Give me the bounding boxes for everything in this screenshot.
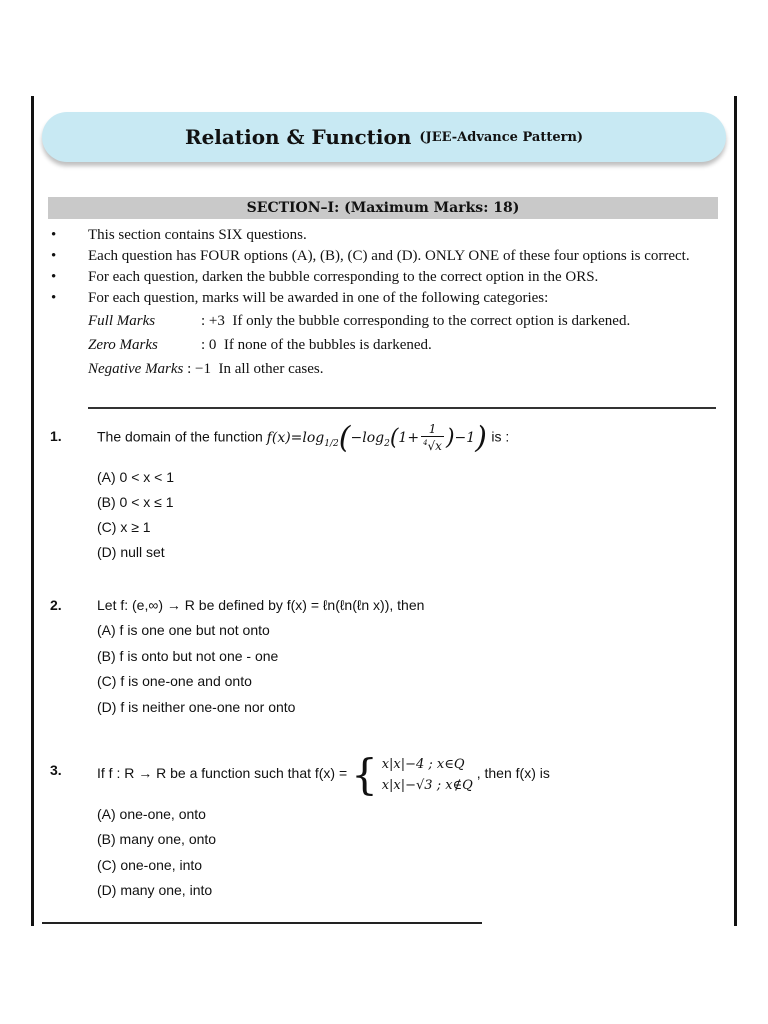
option-b[interactable]: (B) f is onto but not one - one <box>97 648 279 664</box>
page-subtitle: (JEE-Advance Pattern) <box>419 129 584 145</box>
marks-row-full: Full Marks : +3 If only the bubble corresponding to the correct option is darkened. <box>88 313 631 329</box>
question-number: 2. <box>50 597 62 613</box>
question-text: If f : R → R be a function such that f(x) = { x|x|−4 ; x∈Q x|x|−√3 ; x∉Q , then f(x) is <box>97 750 550 799</box>
instruction-item: • Each question has FOUR options (A), (B), (C) and (D). ONLY ONE of these four options is correct. <box>51 248 690 264</box>
instruction-item: • For each question, darken the bubble corresponding to the correct option in the ORS. <box>51 269 599 285</box>
option-d[interactable]: (D) null set <box>97 544 165 560</box>
section-divider <box>88 407 716 409</box>
instruction-item: • This section contains SIX questions. <box>51 227 307 243</box>
instructions <box>45 225 725 381</box>
option-c[interactable]: (C) f is one-one and onto <box>97 673 252 689</box>
marks-row-zero: Zero Marks : 0 If none of the bubbles is darkened. <box>88 337 432 353</box>
bottom-rule <box>42 922 482 924</box>
option-a[interactable]: (A) 0 < x < 1 <box>97 469 175 485</box>
option-c[interactable]: (C) one-one, into <box>97 857 203 873</box>
marks-row-negative: Negative Marks : −1 In all other cases. <box>88 361 324 377</box>
question-number: 3. <box>50 762 62 778</box>
option-b[interactable]: (B) many one, onto <box>97 831 217 847</box>
title-banner <box>42 112 726 162</box>
question-number: 1. <box>50 428 62 444</box>
option-d[interactable]: (D) many one, into <box>97 882 213 898</box>
domain-formula: $f(x)=\log_{1/2}(-\log_2(1+$ $\frac{1}{^4√x}$ )−1) <box>266 420 487 455</box>
option-b[interactable]: (B) 0 < x ≤ 1 <box>97 494 174 510</box>
option-d[interactable]: (D) f is neither one-one nor onto <box>97 699 296 715</box>
instruction-item: • For each question, marks will be awarded in one of the following categories: <box>51 290 549 306</box>
option-c[interactable]: (C) x ≥ 1 <box>97 519 151 535</box>
question-text: The domain of the function $f(x)=\log_{1/2}(-\log_2(1+$ $\frac{1}{^4√x}$ )−1) is : <box>97 420 510 455</box>
option-a[interactable]: (A) one-one, onto <box>97 806 206 822</box>
page-title: Relation & Function <box>184 125 412 149</box>
question-text: Let f: (e,∞) → R be defined by f(x) = ℓn(ℓn(ℓn x)), then <box>97 597 425 613</box>
section-title: SECTION–I: (Maximum Marks: 18) <box>48 197 718 219</box>
left-border-line <box>31 96 34 926</box>
right-border-line <box>734 96 737 926</box>
option-a[interactable]: (A) f is one one but not onto <box>97 622 270 638</box>
piecewise-definition: x|x|−4 ; x∈Q x|x|−√3 ; x∉Q <box>381 756 473 793</box>
